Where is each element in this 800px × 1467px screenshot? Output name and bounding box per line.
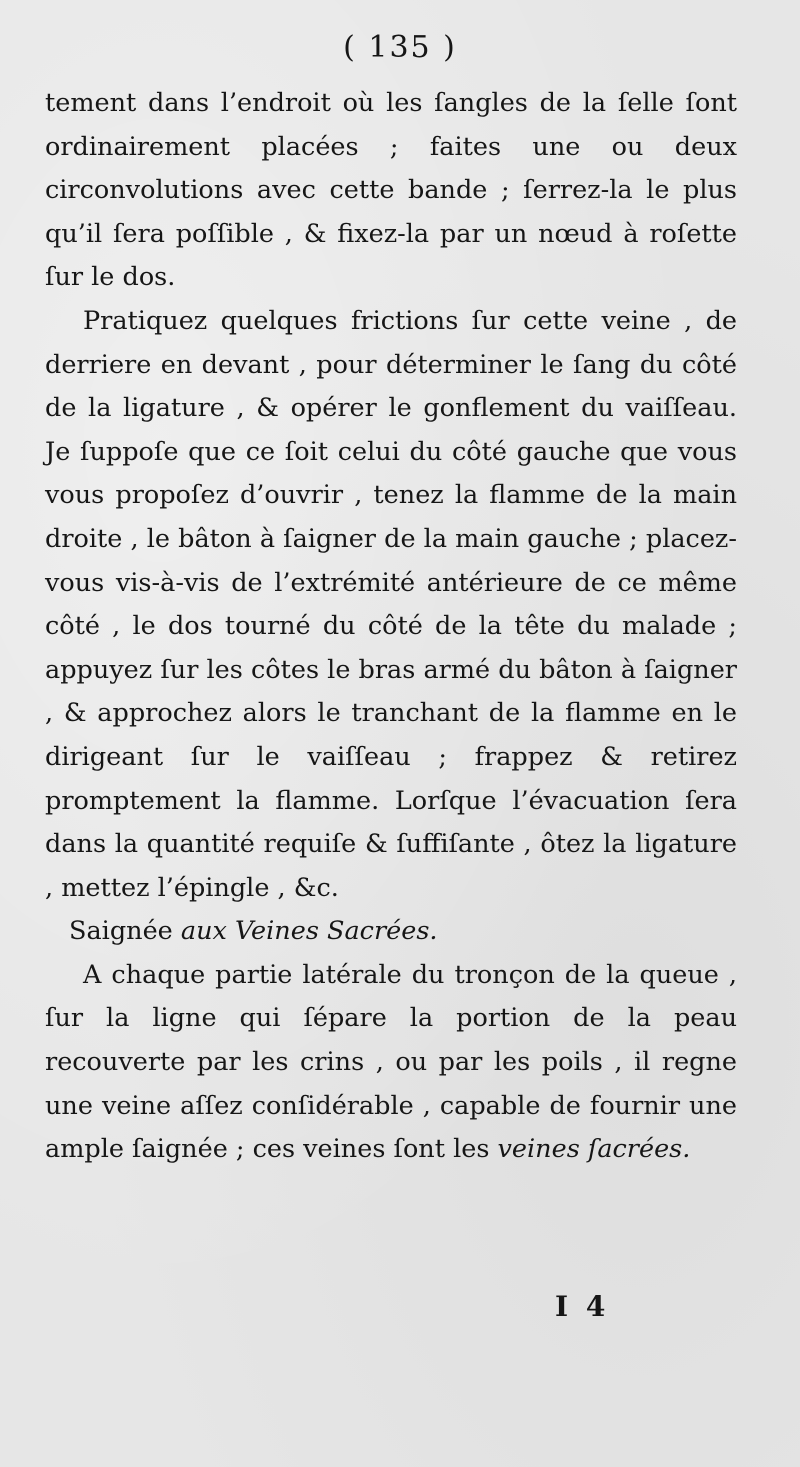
paragraph-italic-term: veines ſacrées.	[497, 1134, 691, 1165]
page-number: ( 135 )	[343, 30, 457, 65]
paragraph-continuation: tement dans l’endroit où les ſangles de la ſelle ſont ordinairement placées ; faites une ou deux circonvolutions avec cette bande ; ſerrez-la le plus qu’il ſera poſſible , & fixez-la par un nœud à roſette ſur le dos.	[45, 88, 737, 293]
signature-mark: I 4	[555, 1290, 610, 1323]
paragraph-text: A chaque partie latérale du tronçon de la queue , ſur la ligne qui ſépare la portion de la peau recouverte par les crins , ou par les poils , il regne une veine aſſez conſidérable , capable de fournir une ample ſaignée ; ces veines ſont les	[45, 959, 737, 1165]
paragraph-veines-sacrees	[45, 954, 737, 1172]
section-heading	[45, 910, 737, 954]
paragraph-frictions: Pratiquez quelques frictions ſur cette veine , de derriere en devant , pour déterminer le ſang du côté de la ligature , & opérer le gonflement du vaiſſeau. Je ſuppoſe que ce ſoit celui du côté gauche que vous vous propoſez d’ouvrir , tenez la flamme de la main droite , le bâton à ſaigner de la main gauche ; placez-vous vis-à-vis de l’extrémité antérieure de ce même côté , le dos tourné du côté de la tête du malade ; appuyez ſur les côtes le bras armé du bâton à ſaigner , & approchez alors le tranchant de la flamme en le dirigeant ſur le vaiſſeau ; frappez & retirez promptement la flamme. Lorſque l’évacuation ſera dans la quantité requiſe & ſuffiſante , ôtez la ligature , mettez l’épingle , &c.	[45, 305, 737, 903]
text-body	[45, 82, 737, 1172]
heading-italic-text: aux Veines Sacrées.	[180, 916, 438, 947]
heading-roman-text: Saignée	[69, 916, 173, 947]
